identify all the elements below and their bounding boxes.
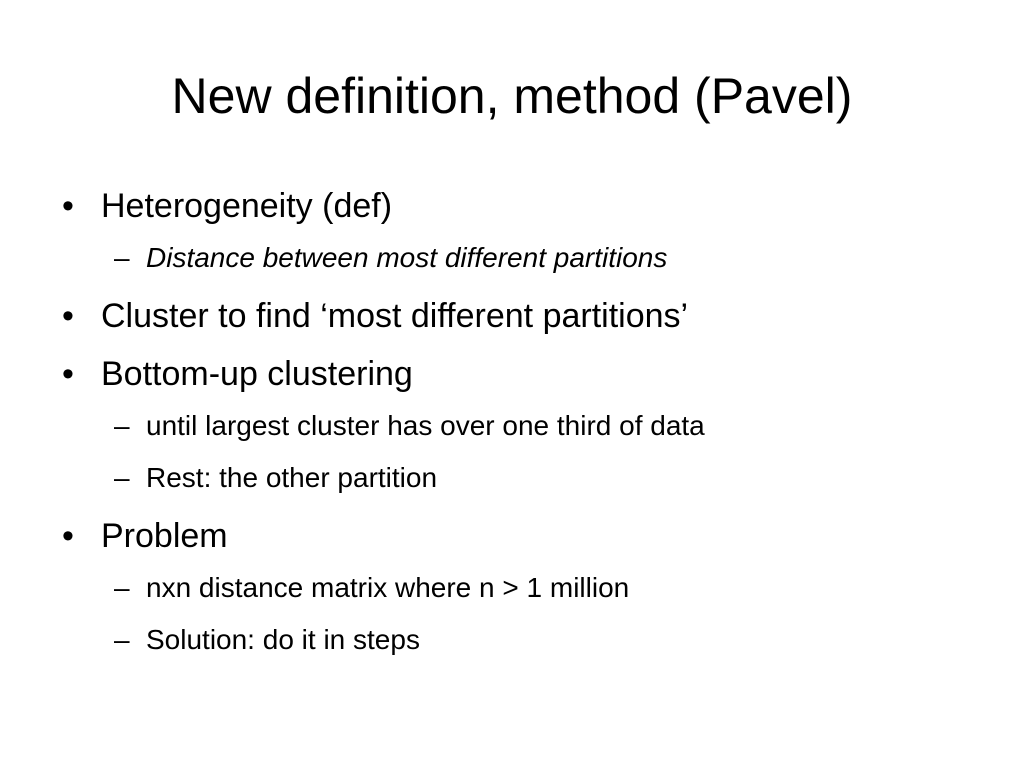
bullet-item xyxy=(62,180,982,232)
bullet-text: Heterogeneity (def) xyxy=(101,187,393,225)
dash-icon: – xyxy=(114,242,130,273)
sub-bullet-text: Distance between most different partitions xyxy=(146,242,668,273)
sub-bullet-item xyxy=(62,452,982,504)
sub-bullet-item xyxy=(62,400,982,452)
sub-bullet-text: Rest: the other partition xyxy=(146,462,438,493)
bullet-list xyxy=(62,180,982,666)
bullet-dot-icon: • xyxy=(62,355,74,393)
dash-icon: – xyxy=(114,572,130,603)
dash-icon: – xyxy=(114,624,130,655)
bullet-dot-icon: • xyxy=(62,297,74,335)
slide-title: New definition, method (Pavel) xyxy=(171,68,853,124)
bullet-item xyxy=(62,510,982,562)
bullet-dot-icon: • xyxy=(62,517,74,555)
bullet-text: Problem xyxy=(101,517,228,555)
sub-bullet-text: until largest cluster has over one third of data xyxy=(146,410,705,441)
dash-icon: – xyxy=(114,410,130,441)
sub-bullet-text: nxn distance matrix where n > 1 million xyxy=(146,572,630,603)
sub-bullet-item xyxy=(62,562,982,614)
bullet-item xyxy=(62,290,982,342)
sub-bullet-item xyxy=(62,232,982,284)
sub-bullet-text: Solution: do it in steps xyxy=(146,624,420,655)
bullet-item xyxy=(62,348,982,400)
dash-icon: – xyxy=(114,462,130,493)
bullet-text: Bottom-up clustering xyxy=(101,355,413,393)
bullet-text: Cluster to find ‘most different partitions’ xyxy=(101,297,689,335)
sub-bullet-item xyxy=(62,614,982,666)
bullet-dot-icon: • xyxy=(62,187,74,225)
